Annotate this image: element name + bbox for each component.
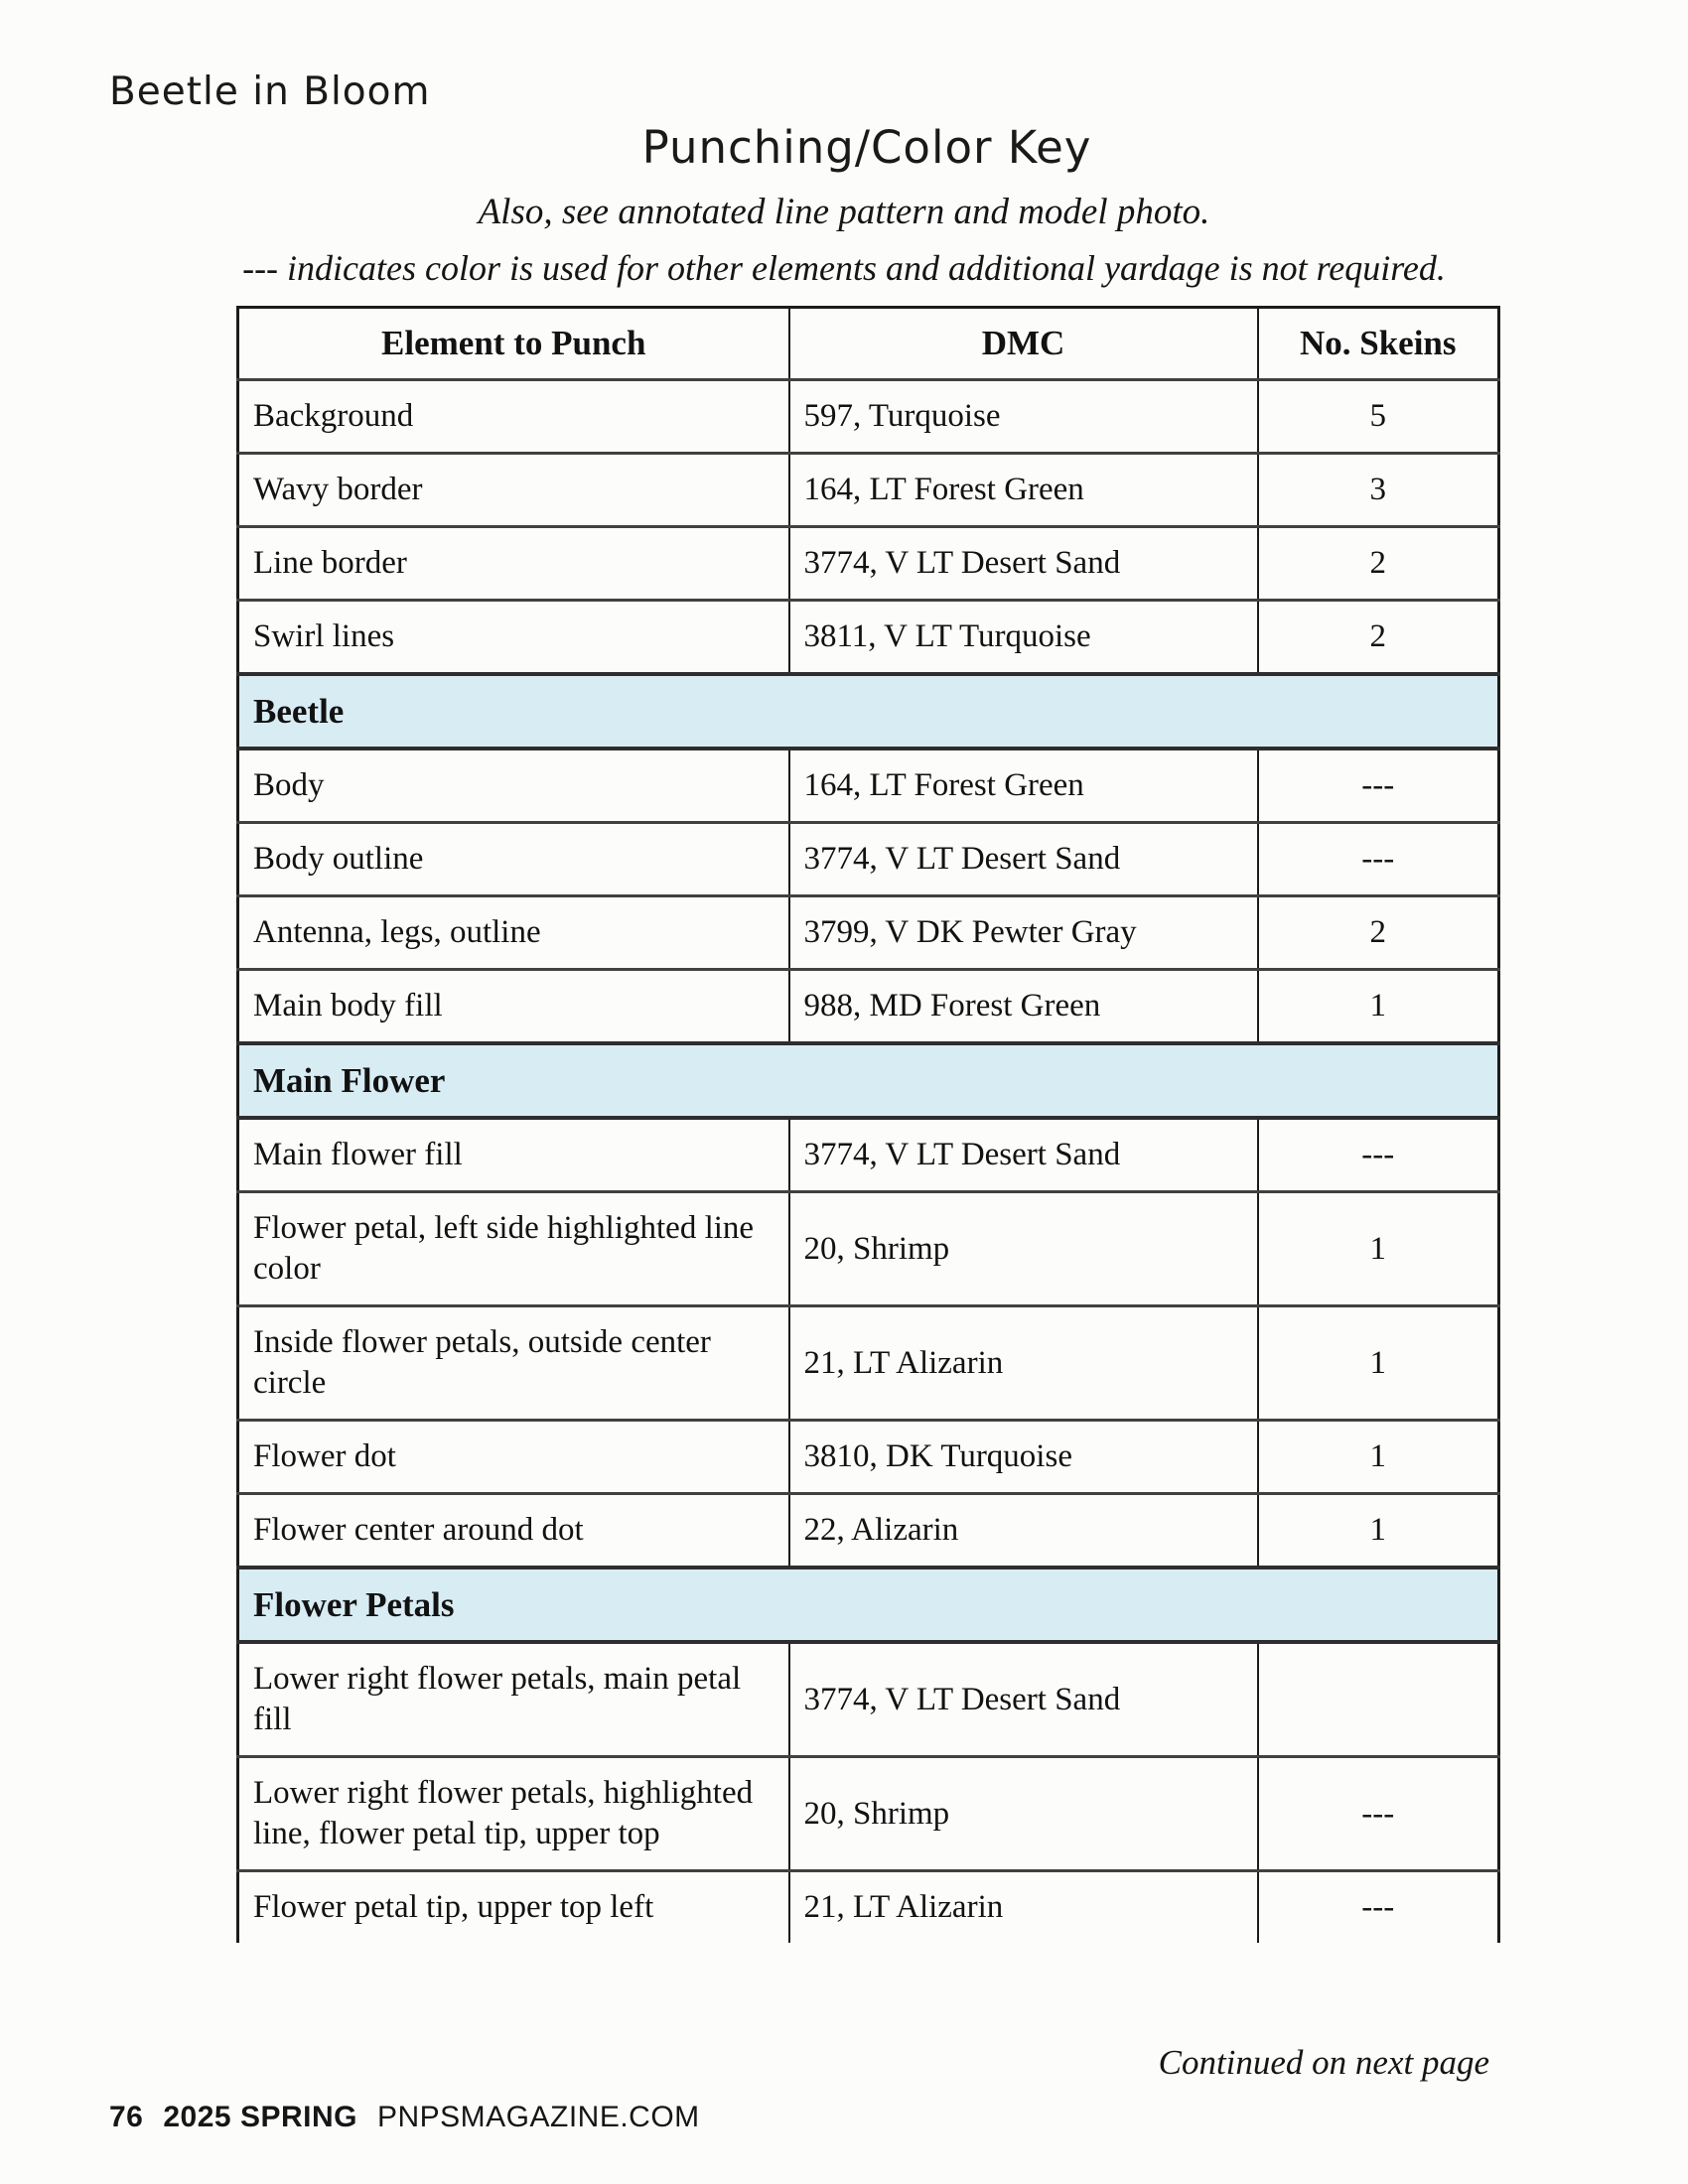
skeins-cell: 3 (1258, 454, 1499, 527)
section-label: Beetle (238, 674, 1499, 749)
element-cell: Antenna, legs, outline (238, 896, 789, 970)
element-cell: Main body fill (238, 970, 789, 1044)
table-row (238, 1306, 1499, 1421)
dmc-cell: 3811, V LT Turquoise (789, 601, 1258, 675)
section-label: Flower Petals (238, 1568, 1499, 1642)
footer-site: PNPSMAGAZINE.COM (376, 2101, 700, 2133)
element-cell: Main flower fill (238, 1118, 789, 1192)
element-cell: Swirl lines (238, 601, 789, 675)
element-cell: Line border (238, 527, 789, 601)
brand-title: Beetle in Bloom (109, 69, 431, 114)
table-row (238, 601, 1499, 675)
dmc-cell: 20, Shrimp (789, 1192, 1258, 1306)
dmc-cell: 20, Shrimp (789, 1757, 1258, 1871)
element-cell: Inside flower petals, outside center circle (238, 1306, 789, 1421)
element-cell: Lower right flower petals, main petal fill (238, 1642, 789, 1757)
table-header-row (238, 308, 1499, 380)
skeins-cell: 2 (1258, 527, 1499, 601)
table-row (238, 823, 1499, 896)
skeins-cell: --- (1258, 1757, 1499, 1871)
skeins-cell: 5 (1258, 380, 1499, 454)
dmc-cell: 988, MD Forest Green (789, 970, 1258, 1044)
table-row (238, 1642, 1499, 1757)
skeins-cell: --- (1258, 823, 1499, 896)
skeins-cell: 1 (1258, 1306, 1499, 1421)
table-row (238, 970, 1499, 1044)
skeins-cell: 2 (1258, 601, 1499, 675)
subtitle-note-2: --- indicates color is used for other elements and additional yardage is not required. (242, 248, 1446, 288)
dmc-cell: 164, LT Forest Green (789, 749, 1258, 823)
skeins-cell: 1 (1258, 1494, 1499, 1569)
element-cell: Flower dot (238, 1421, 789, 1494)
table-row (238, 1421, 1499, 1494)
dmc-cell: 164, LT Forest Green (789, 454, 1258, 527)
skeins-cell (1258, 1642, 1499, 1757)
element-cell: Body outline (238, 823, 789, 896)
color-key-table (236, 306, 1500, 1943)
dmc-cell: 22, Alizarin (789, 1494, 1258, 1569)
skeins-cell: 1 (1258, 1192, 1499, 1306)
dmc-cell: 3810, DK Turquoise (789, 1421, 1258, 1494)
dmc-cell: 3799, V DK Pewter Gray (789, 896, 1258, 970)
section-row (238, 1568, 1499, 1642)
skeins-cell: 1 (1258, 1421, 1499, 1494)
table-row (238, 1118, 1499, 1192)
skeins-cell: 1 (1258, 970, 1499, 1044)
color-key-table-body (238, 380, 1499, 1944)
subtitle-note-1: Also, see annotated line pattern and model photo. (478, 192, 1210, 232)
element-cell: Flower petal, left side highlighted line color (238, 1192, 789, 1306)
key-title: Punching/Color Key (641, 121, 1092, 174)
table-row (238, 1192, 1499, 1306)
table-row (238, 1757, 1499, 1871)
dmc-cell: 3774, V LT Desert Sand (789, 823, 1258, 896)
table-row (238, 454, 1499, 527)
dmc-cell: 3774, V LT Desert Sand (789, 1118, 1258, 1192)
element-cell: Flower center around dot (238, 1494, 789, 1569)
element-cell: Body (238, 749, 789, 823)
dmc-cell: 3774, V LT Desert Sand (789, 1642, 1258, 1757)
page-number: 76 (109, 2101, 144, 2133)
skeins-cell: --- (1258, 1118, 1499, 1192)
footer-issue: 2025 SPRING (163, 2101, 357, 2133)
continued-note: Continued on next page (1158, 2043, 1489, 2082)
header-cell-element: Element to Punch (238, 308, 789, 380)
skeins-cell: --- (1258, 1871, 1499, 1944)
dmc-cell: 21, LT Alizarin (789, 1306, 1258, 1421)
element-cell: Flower petal tip, upper top left (238, 1871, 789, 1944)
section-row (238, 674, 1499, 749)
table-row (238, 380, 1499, 454)
skeins-cell: 2 (1258, 896, 1499, 970)
table-row (238, 527, 1499, 601)
element-cell: Wavy border (238, 454, 789, 527)
table-row (238, 749, 1499, 823)
section-row (238, 1043, 1499, 1118)
header-cell-skeins: No. Skeins (1258, 308, 1499, 380)
table-row (238, 1494, 1499, 1569)
skeins-cell: --- (1258, 749, 1499, 823)
page-footer (109, 2101, 700, 2134)
table-row (238, 1871, 1499, 1944)
section-label: Main Flower (238, 1043, 1499, 1118)
dmc-cell: 3774, V LT Desert Sand (789, 527, 1258, 601)
element-cell: Background (238, 380, 789, 454)
element-cell: Lower right flower petals, highlighted line, flower petal tip, upper top (238, 1757, 789, 1871)
header-cell-dmc: DMC (789, 308, 1258, 380)
table-row (238, 896, 1499, 970)
dmc-cell: 21, LT Alizarin (789, 1871, 1258, 1944)
dmc-cell: 597, Turquoise (789, 380, 1258, 454)
